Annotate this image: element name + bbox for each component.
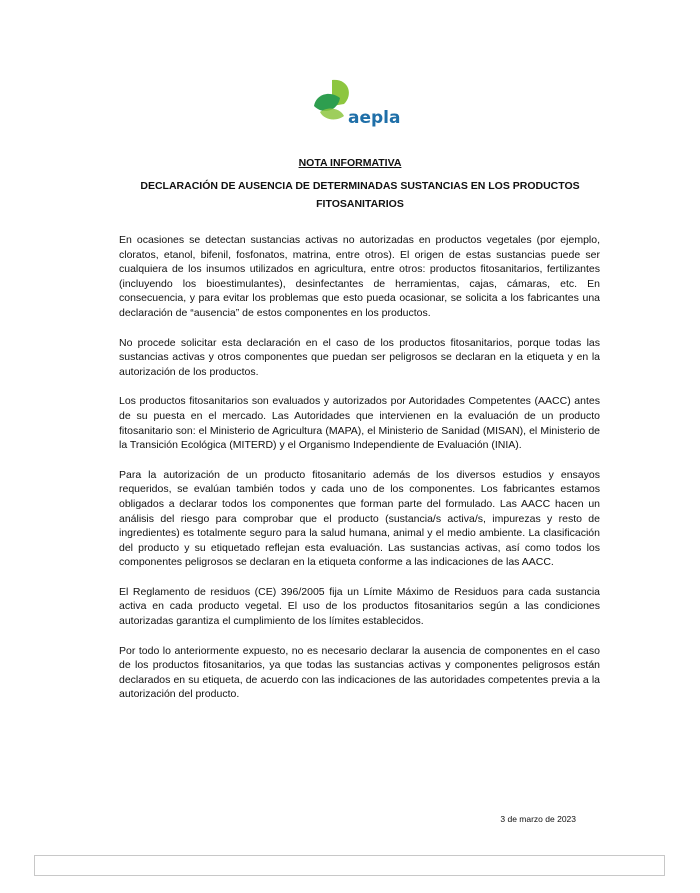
paragraph: En ocasiones se detectan sustancias activas no autorizadas en productos vegetales (por ejemplo, cloratos, etanol, bifenil, fosfonatos, matrina, entre otros). El origen de estas sustancias puede ser cualquiera de los insumos utilizados en agricultura, entre otros: productos fitosanitarios, fertilizantes (incluyendo los bioestimulantes), desinfectantes de herramientas, cajas, cámaras, etc. En consecuencia, y para evitar los problemas que esto pueda ocasionar, se solicita a los fabricantes una declaración de “ausencia” de estos componentes en los productos. — [119, 234, 600, 319]
note-label: NOTA INFORMATIVA — [298, 157, 402, 169]
paragraph: El Reglamento de residuos (CE) 396/2005 fija un Límite Máximo de Residuos para cada sustancia activa en cada producto vegetal. El uso de los productos fitosanitarios según a las condiciones autorizadas garantiza el cumplimiento de los límites establecidos. — [119, 585, 600, 628]
aepla-logo-icon — [310, 76, 406, 132]
paragraph: No procede solicitar esta declaración en el caso de los productos fitosanitarios, porque todas las sustancias activas y otros componentes que puedan ser peligrosos se declaran en la etiqueta y en la autorización de los productos. — [119, 336, 600, 378]
document-body — [119, 233, 600, 717]
logo-text: aepla — [348, 108, 401, 128]
paragraph: Para la autorización de un producto fitosanitario además de los diversos estudios y ensayos requeridos, se evalúan también todos y cada uno de los componentes. Los fabricantes estamos obligados a declarar todos los componentes que forman parte del formulado. Las AACC hacen un análisis del riesgo para comprobar que el producto (sustancia/s activa/s, impurezas y resto de ingredientes) es totalmente seguro para la salud humana, animal y el medio ambiente. La clasificación del producto y su etiquetado reflejan esta evaluación. Las sustancias activas, así como todos los componentes peligrosos se declaran en la etiqueta conforme a las indicaciones de las AACC. — [119, 468, 600, 569]
paragraph: Por todo lo anteriormente expuesto, no es necesario declarar la ausencia de componentes en el caso de los productos fitosanitarios, ya que todas las sustancias activas y componentes peligrosos están declarados en su etiqueta, de acuerdo con las indicaciones de las autoridades competentes previa a la autorización del producto. — [119, 644, 600, 701]
document-date: 3 de marzo de 2023 — [500, 814, 576, 824]
footer-bar — [34, 855, 665, 876]
aepla-logo — [310, 76, 406, 132]
paragraph: Los productos fitosanitarios son evaluados y autorizados por Autoridades Competentes (AACC) antes de su puesta en el mercado. Las Autoridades que intervienen en la evaluación de un producto fitosanitario son: el Ministerio de Agricultura (MAPA), el Ministerio de Sanidad (MISAN), el Ministerio de la Transición Ecológica (MITERD) y el Organismo Independiente de Evaluación (INIA). — [119, 395, 600, 452]
document-title: DECLARACIÓN DE AUSENCIA DE DETERMINADAS SUSTANCIAS EN LOS PRODUCTOS FITOSANITARIOS — [140, 180, 580, 210]
